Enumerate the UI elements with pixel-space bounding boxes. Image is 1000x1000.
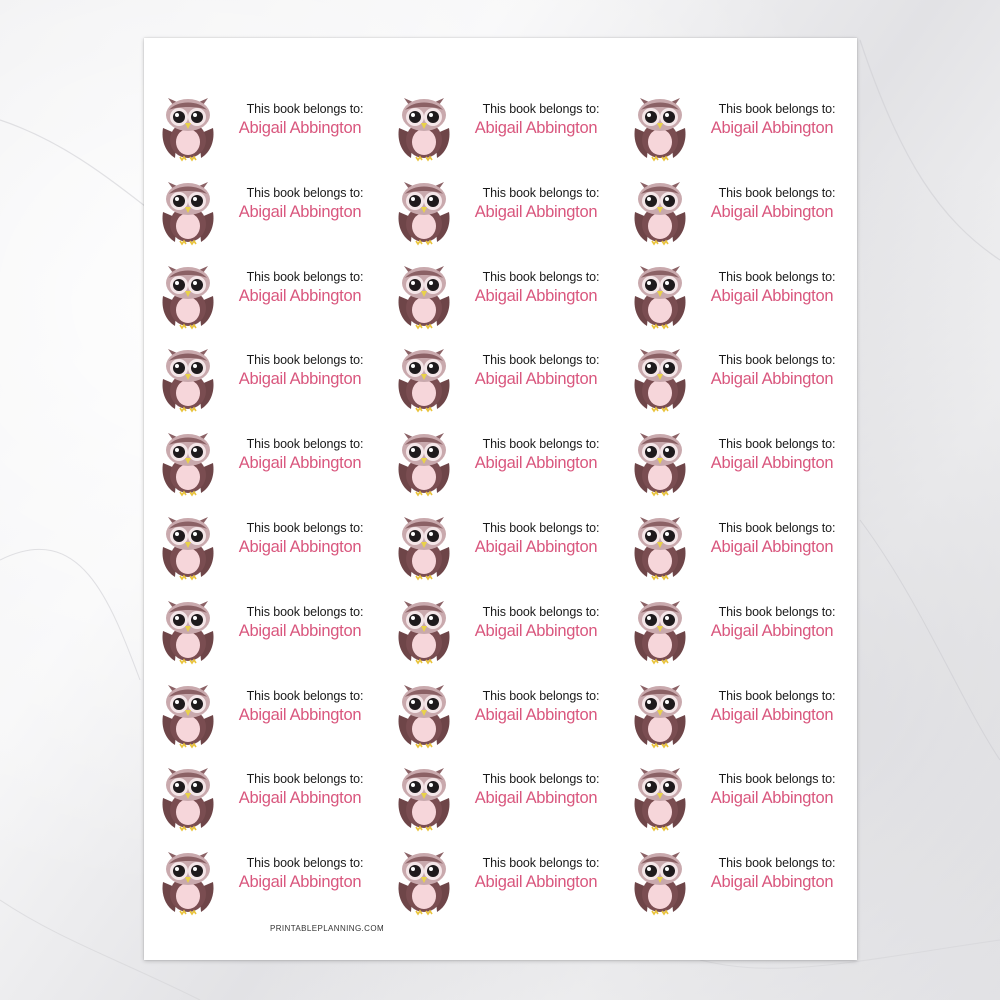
book-label	[395, 90, 615, 162]
owl-icon	[395, 90, 453, 162]
book-label	[631, 677, 851, 749]
label-owner-name: Abigail Abbington	[710, 705, 834, 724]
book-label	[395, 593, 615, 665]
label-sheet	[144, 38, 857, 960]
owl-icon	[159, 844, 217, 916]
label-owner-name: Abigail Abbington	[710, 873, 834, 892]
label-owner-name: Abigail Abbington	[474, 873, 598, 892]
label-belongs-text: This book belongs to:	[246, 185, 364, 200]
book-label	[159, 593, 379, 665]
label-belongs-text: This book belongs to:	[246, 856, 364, 871]
label-owner-name: Abigail Abbington	[238, 119, 362, 137]
book-label	[395, 258, 615, 330]
label-belongs-text: This book belongs to:	[246, 772, 364, 787]
label-owner-name: Abigail Abbington	[474, 789, 598, 808]
book-label	[631, 593, 851, 665]
label-owner-name: Abigail Abbington	[710, 454, 834, 473]
owl-icon	[395, 844, 453, 916]
label-owner-name: Abigail Abbington	[238, 202, 362, 221]
book-label	[631, 258, 851, 330]
label-owner-name: Abigail Abbington	[474, 370, 598, 389]
owl-icon	[159, 760, 217, 832]
book-label	[395, 425, 615, 497]
owl-icon	[631, 677, 689, 749]
label-owner-name: Abigail Abbington	[710, 202, 834, 221]
label-belongs-text: This book belongs to:	[482, 856, 600, 871]
book-label	[395, 509, 615, 581]
label-belongs-text: This book belongs to:	[718, 688, 836, 703]
book-label	[395, 677, 615, 749]
book-label	[159, 174, 379, 246]
book-label	[631, 509, 851, 581]
label-owner-name: Abigail Abbington	[474, 119, 598, 137]
book-label	[159, 258, 379, 330]
book-label	[159, 341, 379, 413]
label-owner-name: Abigail Abbington	[238, 621, 362, 640]
book-label	[395, 760, 615, 832]
label-belongs-text: This book belongs to:	[246, 521, 364, 535]
label-owner-name: Abigail Abbington	[238, 454, 362, 473]
owl-icon	[631, 593, 689, 665]
label-belongs-text: This book belongs to:	[718, 269, 836, 284]
label-owner-name: Abigail Abbington	[474, 621, 598, 640]
label-owner-name: Abigail Abbington	[710, 286, 834, 305]
label-owner-name: Abigail Abbington	[238, 370, 362, 389]
book-label	[159, 90, 379, 162]
label-belongs-text: This book belongs to:	[246, 353, 364, 368]
owl-icon	[395, 425, 453, 497]
book-label	[159, 509, 379, 581]
book-label	[631, 425, 851, 497]
label-belongs-text: This book belongs to:	[482, 772, 600, 787]
book-label	[159, 425, 379, 497]
owl-icon	[159, 341, 217, 413]
label-belongs-text: This book belongs to:	[718, 102, 836, 116]
label-owner-name: Abigail Abbington	[474, 538, 598, 556]
label-owner-name: Abigail Abbington	[238, 705, 362, 724]
label-owner-name: Abigail Abbington	[238, 286, 362, 305]
label-owner-name: Abigail Abbington	[710, 621, 834, 640]
label-owner-name: Abigail Abbington	[474, 705, 598, 724]
label-belongs-text: This book belongs to:	[246, 437, 364, 452]
label-belongs-text: This book belongs to:	[718, 521, 836, 535]
owl-icon	[631, 258, 689, 330]
book-label	[395, 844, 615, 916]
label-belongs-text: This book belongs to:	[482, 353, 600, 368]
book-label	[159, 677, 379, 749]
label-owner-name: Abigail Abbington	[710, 538, 834, 556]
label-belongs-text: This book belongs to:	[718, 437, 836, 452]
label-belongs-text: This book belongs to:	[246, 269, 364, 284]
book-label	[631, 341, 851, 413]
label-belongs-text: This book belongs to:	[482, 604, 600, 619]
book-label	[395, 174, 615, 246]
book-label	[159, 760, 379, 832]
owl-icon	[395, 341, 453, 413]
owl-icon	[159, 90, 217, 162]
label-owner-name: Abigail Abbington	[710, 370, 834, 389]
owl-icon	[395, 677, 453, 749]
owl-icon	[395, 258, 453, 330]
book-label	[395, 341, 615, 413]
owl-icon	[631, 174, 689, 246]
label-belongs-text: This book belongs to:	[482, 185, 600, 200]
label-belongs-text: This book belongs to:	[482, 688, 600, 703]
label-owner-name: Abigail Abbington	[474, 202, 598, 221]
label-owner-name: Abigail Abbington	[474, 286, 598, 305]
label-owner-name: Abigail Abbington	[238, 789, 362, 808]
owl-icon	[631, 90, 689, 162]
label-owner-name: Abigail Abbington	[710, 119, 834, 137]
label-belongs-text: This book belongs to:	[482, 437, 600, 452]
label-belongs-text: This book belongs to:	[246, 604, 364, 619]
owl-icon	[631, 341, 689, 413]
owl-icon	[159, 677, 217, 749]
label-belongs-text: This book belongs to:	[482, 269, 600, 284]
label-belongs-text: This book belongs to:	[718, 856, 836, 871]
book-label	[631, 844, 851, 916]
owl-icon	[159, 258, 217, 330]
owl-icon	[395, 509, 453, 581]
label-belongs-text: This book belongs to:	[482, 102, 600, 116]
owl-icon	[159, 174, 217, 246]
footer-website: PRINTABLEPLANNING.COM	[270, 924, 385, 933]
owl-icon	[631, 844, 689, 916]
label-belongs-text: This book belongs to:	[718, 604, 836, 619]
label-belongs-text: This book belongs to:	[482, 521, 600, 535]
owl-icon	[395, 760, 453, 832]
label-owner-name: Abigail Abbington	[238, 538, 362, 556]
owl-icon	[631, 509, 689, 581]
owl-icon	[395, 174, 453, 246]
label-owner-name: Abigail Abbington	[238, 873, 362, 892]
label-belongs-text: This book belongs to:	[246, 688, 364, 703]
label-owner-name: Abigail Abbington	[474, 454, 598, 473]
owl-icon	[395, 593, 453, 665]
owl-icon	[631, 760, 689, 832]
label-belongs-text: This book belongs to:	[718, 185, 836, 200]
book-label	[631, 760, 851, 832]
owl-icon	[159, 425, 217, 497]
label-owner-name: Abigail Abbington	[710, 789, 834, 808]
book-label	[631, 174, 851, 246]
label-belongs-text: This book belongs to:	[718, 772, 836, 787]
book-label	[631, 90, 851, 162]
book-label	[159, 844, 379, 916]
label-belongs-text: This book belongs to:	[246, 102, 364, 116]
owl-icon	[159, 593, 217, 665]
label-belongs-text: This book belongs to:	[718, 353, 836, 368]
owl-icon	[631, 425, 689, 497]
owl-icon	[159, 509, 217, 581]
